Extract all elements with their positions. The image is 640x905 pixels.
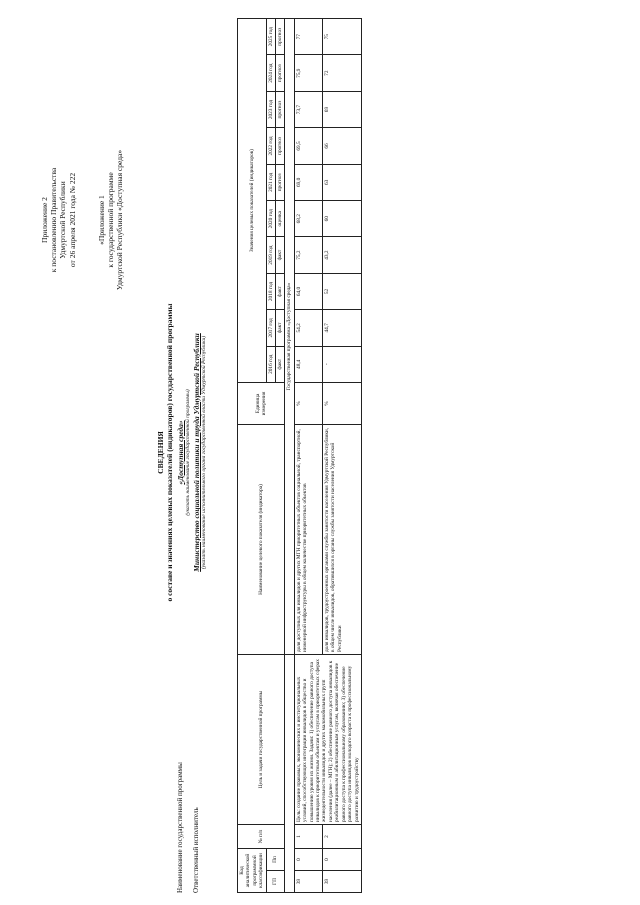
value-cell: 44,7 <box>322 310 361 346</box>
pp-cell: 0 <box>322 848 361 870</box>
executor-caption: (указать наименование исполнительного органа государственной власти Удмуртской Республики) <box>201 335 207 570</box>
program-name-caption: (указать наименование государственной программы) <box>185 389 191 516</box>
program-name: «Доступная среда» <box>176 420 185 485</box>
num-cell: 1 <box>294 824 322 848</box>
year-header: 2023 год <box>266 91 275 127</box>
document-title: СВЕДЕНИЯ о составе и значениях целевых показателей (индикаторов) государственной программы <box>156 303 175 602</box>
kind-header: прогноз <box>276 91 285 127</box>
pp-header: Пп <box>266 848 285 870</box>
year-header: 2024 год <box>266 55 275 91</box>
year-header: 2017 год <box>266 310 275 346</box>
value-cell: 69,0 <box>294 164 322 200</box>
num-header: № п/п <box>238 824 285 848</box>
value-cell: 54,2 <box>294 310 322 346</box>
value-cell: - <box>322 346 361 382</box>
indicator-cell: доля инвалидов, трудоустроенных органами службы занятости населения Удмуртской Республики, в общем числе инвалидов, обратившихся в органы службы занятости населения Удмуртской Республики <box>322 424 361 654</box>
value-cell: 60 <box>322 201 361 237</box>
annex-prev-line: к государственной программе <box>106 172 116 268</box>
section-title: Государственная программа «Доступная среда» <box>285 19 294 655</box>
indicators-table <box>237 18 362 893</box>
annex-line: Удмуртской Республики <box>58 181 68 259</box>
kind-header: факт <box>276 310 285 346</box>
value-cell: 77 <box>294 19 322 55</box>
unit-cell: % <box>322 382 361 424</box>
kind-header: факт <box>276 237 285 273</box>
kind-header: прогноз <box>276 19 285 55</box>
goal-header: Цель и задачи государственной программы <box>238 654 285 824</box>
kind-header: факт <box>276 346 285 382</box>
year-header: 2022 год <box>266 128 275 164</box>
pp-cell: 0 <box>294 848 322 870</box>
annex-prev-line: Удмуртской Республики «Доступная среда» <box>115 149 125 291</box>
meta-program-label: Наименование государственной программы <box>176 762 184 893</box>
value-cell: 69,5 <box>294 128 322 164</box>
code-header: Код аналитической программной классификации <box>238 848 267 892</box>
value-cell: 73,7 <box>294 91 322 127</box>
year-header: 2020 год <box>266 201 275 237</box>
num-cell: 2 <box>322 824 361 848</box>
kind-header: факт <box>276 273 285 309</box>
year-header: 2018 год <box>266 273 275 309</box>
value-cell: 52 <box>322 273 361 309</box>
value-cell: 48,4 <box>294 346 322 382</box>
annex-line: от 26 апреля 2021 года № 222 <box>67 172 77 268</box>
year-header: 2025 год <box>266 19 275 55</box>
indicator-cell: доля доступных для инвалидов и других МГН приоритетных объектов социальной, транспортной, инженерной инфраструктуры в общем количестве приоритетных объектов <box>294 424 322 654</box>
annex-line: Приложение 2 <box>40 197 49 243</box>
value-cell: 75,2 <box>294 237 322 273</box>
annex-header <box>40 90 124 350</box>
blank-cell <box>285 654 294 892</box>
value-cell: 75,9 <box>294 55 322 91</box>
value-cell: 63 <box>322 164 361 200</box>
gp-cell: 39 <box>294 871 322 893</box>
year-header: 2016 год <box>266 346 275 382</box>
kind-header: оценка <box>276 201 285 237</box>
indicator-header: Наименование целевого показателя (индикатора) <box>238 424 285 654</box>
kind-header: прогноз <box>276 55 285 91</box>
kind-header: прогноз <box>276 128 285 164</box>
unit-header: Единица измерения <box>238 382 285 424</box>
annex-prev-line: «Приложение 1 <box>96 195 106 245</box>
value-cell: 68,2 <box>294 201 322 237</box>
year-header: 2019 год <box>266 237 275 273</box>
annex-line: к постановлению Правительства <box>49 167 59 273</box>
value-cell: 72 <box>322 55 361 91</box>
meta-executor-label: Ответственный исполнитель <box>192 807 200 893</box>
gp-header: ГП <box>266 871 285 893</box>
year-header: 2021 год <box>266 164 275 200</box>
value-cell: 75 <box>322 19 361 55</box>
executor-name: Министерство социальной политики и труда Удмуртской Республики <box>192 333 201 572</box>
gp-cell: 39 <box>322 871 361 893</box>
kind-header: прогноз <box>276 164 285 200</box>
unit-cell: % <box>294 382 322 424</box>
goal-cell: Цель: создание правовых, экономических и институциональных условий, способствующих интеграции инвалидов в общество и повышению уровня их жизни. Задачи: 1) обеспечение равного доступа инвалидов к приоритетным объектам и услугам в приоритетных сферах жизнедеятельности инвалидов и других маломобильных групп населения (далее – МГН); 2) обеспечение равного доступа инвалидов к реабилитационным и абилитационным услугам, включая обеспечение равного доступа к профессиональному образованию; 3) обеспечение равного доступа инвалидов молодого возраста к профессиональному развитию и трудоустройству <box>294 654 361 824</box>
values-header: Значения целевых показателей (индикаторов) <box>238 19 267 383</box>
value-cell: 66 <box>322 128 361 164</box>
value-cell: 64,0 <box>294 273 322 309</box>
value-cell: 69 <box>322 91 361 127</box>
value-cell: 43,2 <box>322 237 361 273</box>
